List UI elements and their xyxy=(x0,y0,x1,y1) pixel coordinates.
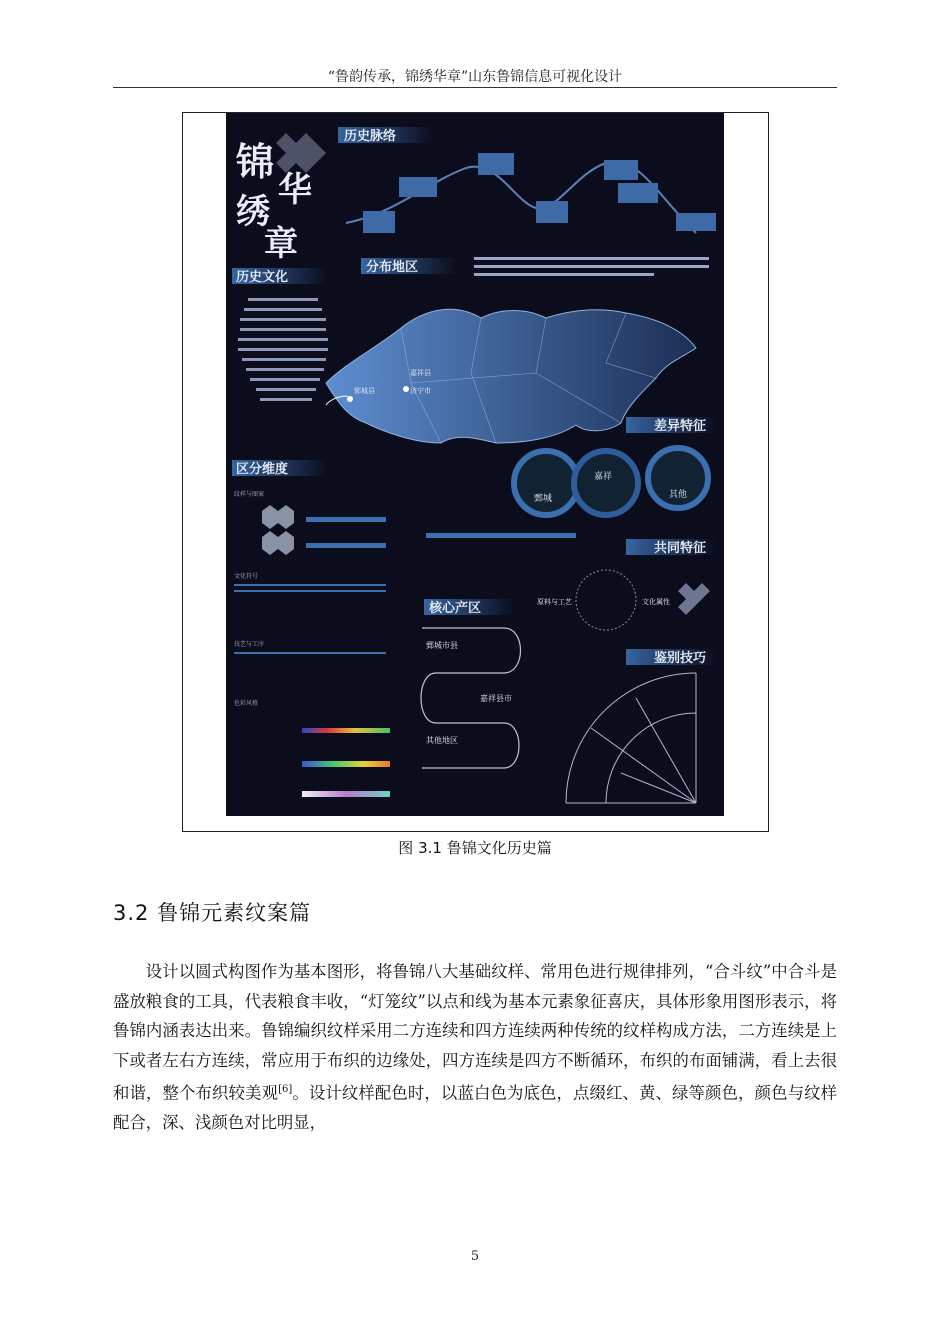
symbol-track xyxy=(234,585,386,591)
core-area-other: 其他地区 xyxy=(426,736,458,745)
body-paragraph xyxy=(113,957,837,1137)
difference-label-jiaxiang: 嘉祥 xyxy=(594,472,613,482)
timeline-cards xyxy=(363,153,716,233)
map-label-jiaxiang: 嘉祥县 xyxy=(410,369,431,377)
section-title: 鲁锦元素纹案篇 xyxy=(157,901,312,925)
dimension-patterns: 纹样与图案 xyxy=(234,491,265,498)
section-core-area: 核心产区 xyxy=(429,601,482,616)
poster-figure xyxy=(226,113,724,816)
section-heading xyxy=(113,897,311,927)
identification-fan xyxy=(566,673,696,803)
color-bar-1 xyxy=(302,728,390,733)
dimension-bars xyxy=(306,517,576,548)
common-lattice-icon xyxy=(678,583,710,615)
color-bar-2 xyxy=(302,761,390,767)
section-differences: 差异特征 xyxy=(654,419,707,434)
header-rule xyxy=(113,87,837,88)
paragraph-text: 设计以圆式构图作为基本图形，将鲁锦八大基础纹样、常用色进行规律排列，“合斗纹”中合斗是盛放粮食的工具，代表粮食丰收，“灯笼纹”以点和线为基本元素象征喜庆，具体形象用图形表示，将鲁锦内涵表达出来。鲁锦编织纹样采用二方连续和四方连续两种传统的纹样构成方法，二方连续是上下或者左右方连续，常应用于布织的边缘处，四方连续是四方不断循环，布织的布面铺满，看上去很和谐，整个布织较美观 xyxy=(113,962,837,1103)
section-history-culture: 历史文化 xyxy=(236,270,289,285)
citation: [6] xyxy=(278,1084,293,1095)
title-char-4: 章 xyxy=(264,224,298,264)
title-char-3: 绣 xyxy=(236,192,270,232)
common-label-culture: 文化属性 xyxy=(642,598,670,606)
distribution-paragraph xyxy=(474,257,709,276)
running-header: “鲁韵传承，锦绣华章”山东鲁锦信息可视化设计 xyxy=(327,69,623,85)
map-pin-juancheng-icon xyxy=(347,396,353,402)
culture-text-block xyxy=(238,298,328,401)
paragraph-text-end: 。设计纹样配色时，以蓝白色为底色，点缀红、黄、绿等颜色，颜色与纹样配合，深、浅颜色对比明显， xyxy=(113,1083,837,1132)
lattice-pattern-icon xyxy=(276,133,326,173)
common-circle xyxy=(576,570,636,630)
dimension-colors: 色彩风格 xyxy=(234,700,259,707)
section-dimensions: 区分维度 xyxy=(236,462,289,477)
core-area-jiaxiang: 嘉祥县市 xyxy=(480,694,512,703)
map-label-juancheng: 鄄城县 xyxy=(354,387,375,395)
pattern-hexagons xyxy=(262,505,294,555)
poster-graphic xyxy=(226,113,724,816)
difference-label-other: 其他 xyxy=(669,490,688,500)
title-char-2: 华 xyxy=(278,170,312,210)
difference-label-juancheng: 鄄城 xyxy=(534,494,553,504)
title-char-1: 锦 xyxy=(236,139,275,184)
core-area-juancheng: 鄄城市县 xyxy=(426,641,458,650)
section-common: 共同特征 xyxy=(654,541,707,556)
figure-caption: 图 3.1 鲁锦文化历史篇 xyxy=(398,839,552,857)
section-history-context: 历史脉络 xyxy=(344,129,397,144)
section-identification: 鉴别技巧 xyxy=(654,651,707,666)
page-number: 5 xyxy=(470,1249,480,1264)
dimension-symbols: 文化符号 xyxy=(234,573,259,580)
section-number: 3.2 xyxy=(113,901,150,925)
dimension-craft: 技艺与工序 xyxy=(234,641,265,648)
section-distribution: 分布地区 xyxy=(366,260,419,275)
map-pin-jiaxiang-icon xyxy=(403,386,409,392)
map-label-jining: 济宁市 xyxy=(410,387,431,395)
color-bar-3 xyxy=(302,791,390,797)
common-label-material: 原料与工艺 xyxy=(537,598,572,606)
